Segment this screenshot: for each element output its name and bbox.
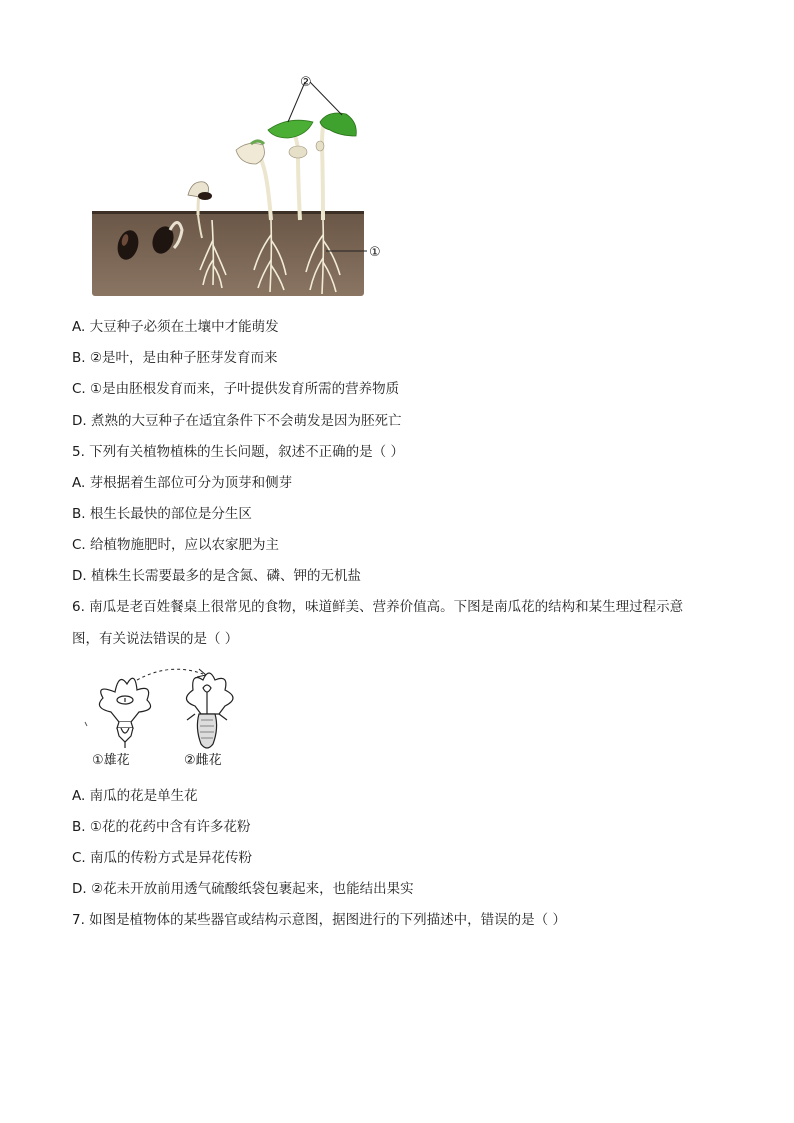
q6-stem-line2: 图，有关说法错误的是（ ）: [72, 631, 239, 647]
male-flower: [99, 678, 150, 748]
q6-option-a: A. 南瓜的花是单生花: [72, 788, 198, 804]
q5-option-a: A. 芽根据着生部位可分为顶芽和侧芽: [72, 475, 293, 491]
label-2: ②: [300, 75, 312, 90]
pumpkin-flower-figure: [75, 662, 255, 772]
female-flower: [186, 673, 233, 748]
q5-option-c: C. 给植物施肥时，应以农家肥为主: [72, 537, 280, 553]
q5-stem: 5. 下列有关植物植株的生长问题，叙述不正确的是（ ）: [72, 444, 404, 460]
label-male-flower: ①雄花: [92, 753, 130, 768]
q6-stem-line1: 6. 南瓜是老百姓餐桌上很常见的食物，味道鲜美、营养价值高。下图是南瓜花的结构和某生理过程示意: [72, 599, 684, 615]
label-female-flower: ②雌花: [184, 753, 222, 768]
q6-option-d: D. ②花未开放前用透气硫酸纸袋包裹起来，也能结出果实: [72, 881, 414, 897]
q7-stem: 7. 如图是植物体的某些器官或结构示意图，据图进行的下列描述中，错误的是（ ）: [72, 912, 566, 928]
label-1: ①: [369, 245, 381, 260]
q6-option-b: B. ①花的花药中含有许多花粉: [72, 819, 251, 835]
q4-option-d: D. 煮熟的大豆种子在适宜条件下不会萌发是因为胚死亡: [72, 413, 402, 429]
q5-option-b: B. 根生长最快的部位是分生区: [72, 506, 252, 522]
q5-option-d: D. 植株生长需要最多的是含氮、磷、钾的无机盐: [72, 568, 361, 584]
q6-option-c: C. 南瓜的传粉方式是异花传粉: [72, 850, 253, 866]
q4-option-c: C. ①是由胚根发育而来，子叶提供发育所需的营养物质: [72, 381, 400, 397]
q4-option-a: A. 大豆种子必须在土壤中才能萌发: [72, 319, 279, 335]
soybean-germination-figure: [88, 70, 398, 300]
q4-option-b: B. ②是叶，是由种子胚芽发育而来: [72, 350, 278, 366]
